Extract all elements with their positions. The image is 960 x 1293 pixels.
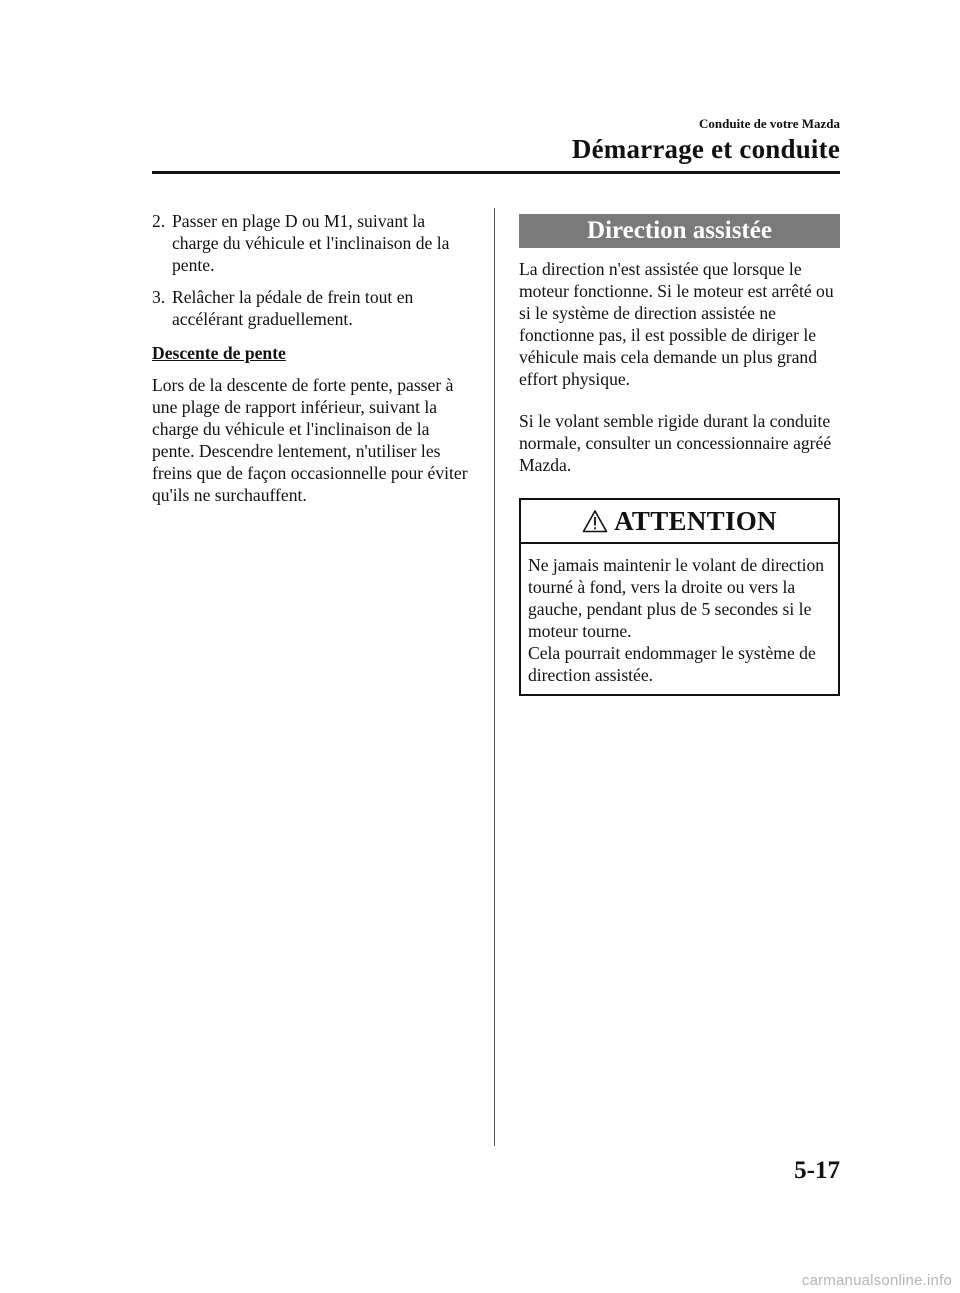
left-column bbox=[152, 210, 472, 506]
subheading: Descente de pente bbox=[152, 343, 286, 363]
body-paragraph: Si le volant semble rigide durant la conduite normale, consulter un concessionnaire agréé Mazda. bbox=[519, 411, 832, 475]
attention-box bbox=[519, 498, 840, 696]
page-title: Démarrage et conduite bbox=[571, 134, 840, 164]
attention-header bbox=[521, 500, 838, 544]
body-paragraph: Lors de la descente de forte pente, passer à une plage de rapport inférieur, suivant la charge du véhicule et l'inclinaison de la pente. Descendre lentement, n'utiliser les freins que de façon occasionnelle pour éviter qu'ils ne surchauffent. bbox=[152, 375, 468, 505]
attention-text: Cela pourrait endommager le système de direction assistée. bbox=[528, 643, 816, 685]
header-subtitle: Conduite de votre Mazda bbox=[699, 116, 840, 131]
page-number: 5-17 bbox=[794, 1157, 840, 1184]
attention-body bbox=[521, 544, 838, 694]
header-rule bbox=[152, 171, 840, 174]
body-paragraph: La direction n'est assistée que lorsque le moteur fonctionne. Si le moteur est arrêté ou si le système de direction assistée ne fonctionne pas, il est possible de diriger le véhicule mais cela demande un plus grand effort physique. bbox=[519, 259, 834, 389]
attention-text: Ne jamais maintenir le volant de direction tourné à fond, vers la droite ou vers la gauche, pendant plus de 5 secondes si le moteur tourne. bbox=[528, 555, 825, 641]
step-number: 3. bbox=[152, 287, 166, 307]
step-text: Relâcher la pédale de frein tout en accélérant graduellement. bbox=[172, 287, 414, 329]
step-item bbox=[152, 286, 472, 330]
step-text: Passer en plage D ou M1, suivant la charge du véhicule et l'inclinaison de la pente. bbox=[172, 211, 450, 275]
right-column bbox=[519, 214, 840, 696]
column-divider bbox=[494, 208, 495, 1146]
step-item bbox=[152, 210, 472, 276]
warning-triangle-icon bbox=[582, 509, 608, 533]
section-title: Direction assistée bbox=[519, 214, 840, 248]
step-number: 2. bbox=[152, 211, 166, 231]
watermark: carmanualsonline.info bbox=[801, 1272, 952, 1289]
attention-heading: ATTENTION bbox=[614, 506, 777, 536]
